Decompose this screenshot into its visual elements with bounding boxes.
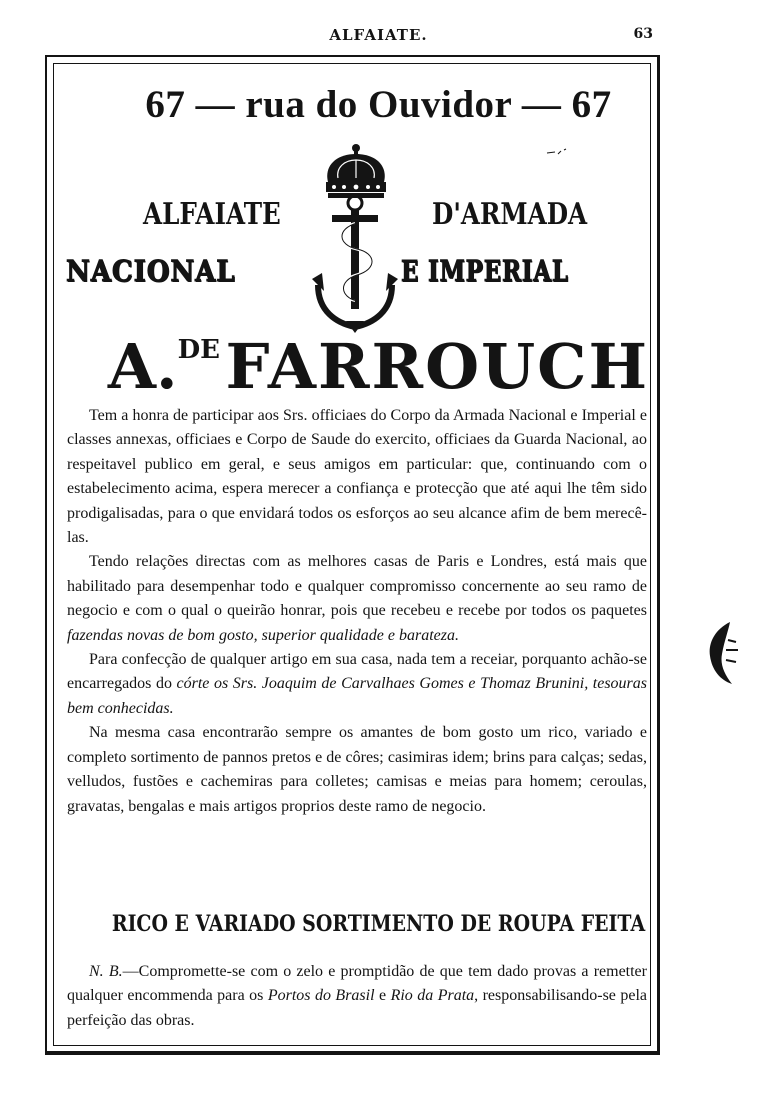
nota-bene-italic-1: Portos do Brasil [267,987,375,1005]
banner-roupa-feita: RICO E VARIADO SORTIMENTO DE ROUPA FEITA [111,911,646,937]
nota-bene-italic-2: Rio da Prata [390,987,475,1005]
headline-darmada: D'ARMADA [432,197,588,232]
paragraph-relacoes [67,550,647,648]
ink-blot-icon [706,620,742,686]
ink-speck-icon [545,148,569,158]
running-head [0,26,757,48]
paragraph-honra: Tem a honra de participar aos Srs. officiaes do Corpo da Armada Nacional e Imperial e classes annexas, officiaes e Corpo de Saude do exercito, officiaes da Guarda Nacional, ao respeitavel publico em geral, e seus amigos em particular: que, continuando com o estabelecimento acima, espera merecer a confiança e protecção que até aqui lhe têm sido prodigalisadas, para o que envidará todos os esforços ao seu alcance afim de bem merecê-las. [67,407,647,547]
paragraph-relacoes-text: Tendo relações directas com as melhores casas de Paris e Londres, está mais que habilitado para desempenhar todo e qualquer compromisso concernente ao seu ramo de negocio e com o qual o queirão honrar, pois que recebeu e recebe por todos os paquetes [67,553,647,620]
paragraph-confeccao-italic: córte os Srs. Joaquim de Carvalhaes Gomes e Thomaz Brunini, tesouras bem conhecidas. [67,675,647,717]
paragraph-confeccao-text: Para confecção de qualquer artigo em sua casa, nada tem a receiar, porquanto achão-se encarregados do [67,651,647,693]
advertisement-body [67,404,647,819]
nota-bene-text-2: e [374,987,391,1005]
subheadline-e-imperial: E IMPERIAL [401,254,569,288]
running-head-title: ALFAIATE. [329,26,428,44]
nota-bene-paragraph [67,960,647,1033]
page-number: 63 [633,26,653,42]
street-address: 67 — rua do Ouvidor — 67 [145,83,612,126]
paragraph-relacoes-italic: fazendas novas de bom gosto, superior qualidade e barateza. [67,626,459,644]
name-surname: FARROUCH [225,330,650,403]
name-initial: A. [107,330,178,403]
anchor-icon [312,193,398,333]
nota-bene-text-1: —Compromette-se com o zelo e promptidão de que tem dado provas a remetter qualquer encommenda para os [67,963,647,1005]
nota-bene [67,960,647,1033]
name-superscript: DE [177,335,220,365]
subheadline-nacional: NACIONAL [66,254,236,288]
nota-bene-text-3: , responsabilisando-se pela perfeição das obras. [67,987,647,1029]
paragraph-sortimento: Na mesma casa encontrarão sempre os amantes de bom gosto um rico, variado e completo sortimento de pannos pretos e de côres; casimiras idem; brins para calças; sedas, velludos, fustões e cachemiras para colletes; camisas e meias para homem; ceroulas, gravatas, bengalas e mais artigos proprios deste ramo de negocio. [67,724,647,815]
proprietor-name [0,330,757,403]
paragraph-confeccao [67,648,647,721]
headline-alfaiate: ALFAIATE [143,197,281,232]
nota-bene-label: N. B. [89,963,123,980]
